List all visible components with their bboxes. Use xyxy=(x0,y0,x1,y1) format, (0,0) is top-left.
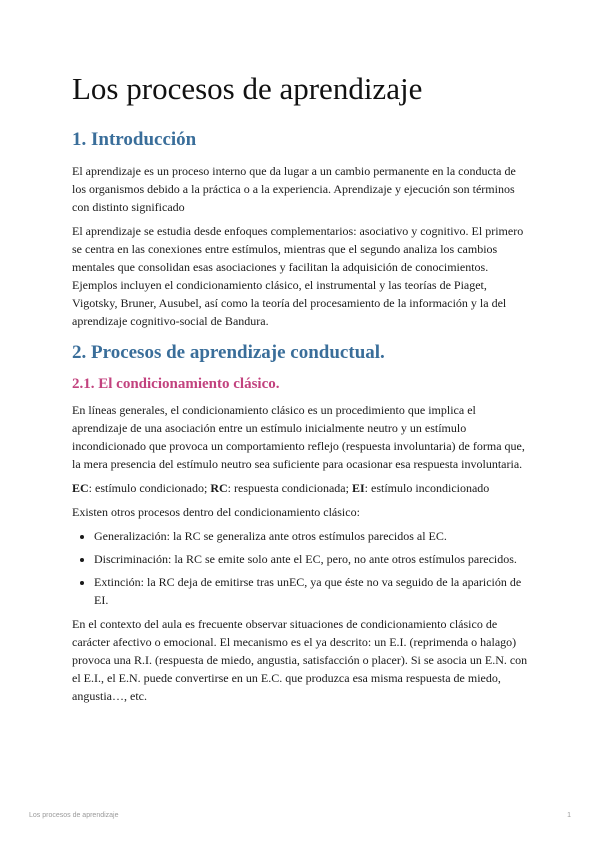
abbr-ec: EC xyxy=(72,480,89,495)
paragraph: En el contexto del aula es frecuente observar situaciones de condicionamiento clásico de carácter afectivo o emocional. El mecanismo es el ya descrito: un E.I. (reprimenda o halago) provoca una R.I. (respuesta de miedo, angustia, satisfacción o placer). Si se asocia un E.N. con el E.I., el E.N. puede convertirse en un E.C. que produzca esa misma respuesta de miedo, angustia…, etc. xyxy=(72,616,528,703)
list-item: • Discriminación: la RC se emite solo ante el EC, pero, no ante otros estímulos parecidos. xyxy=(94,550,528,568)
process-list xyxy=(72,527,528,609)
paragraph: El aprendizaje es un proceso interno que da lugar a un cambio permanente en la conducta de los organismos debido a la práctica o a la experiencia. Aprendizaje y ejecución son términos con distinto significado xyxy=(72,163,516,214)
paragraph: En líneas generales, el condicionamiento clásico es un procedimiento que implica el aprendizaje de una asociación entre un estímulo inicialmente neutro y un estímulo incondicionado que provoca un comportamiento reflejo (respuesta involuntaria) de forma que, la mera presencia del estímulo neutro sea suficiente para ocasionar esa respuesta involuntaria. xyxy=(72,402,525,471)
list-item: • Generalización: la RC se generaliza ante otros estímulos parecidos al EC. xyxy=(94,527,528,545)
footer-title: Los procesos de aprendizaje xyxy=(29,812,119,819)
page-number: 1 xyxy=(567,812,571,819)
list-item: • Extinción: la RC deja de emitirse tras unEC, ya que éste no va seguido de la aparición de EI. xyxy=(94,573,528,609)
page-footer xyxy=(0,812,600,824)
abbr-rc-def: : respuesta condicionada; xyxy=(227,480,352,495)
section-heading-introduccion: 1. Introducción xyxy=(72,129,197,151)
page-title: Los procesos de aprendizaje xyxy=(72,71,423,106)
abbr-ei-def: : estímulo incondicionado xyxy=(364,480,490,495)
document-page xyxy=(72,70,528,711)
abbr-ei: EI xyxy=(351,480,365,495)
abbr-rc: RC xyxy=(210,480,228,495)
subsection-heading-condicionamiento-clasico: 2.1. El condicionamiento clásico. xyxy=(72,375,280,392)
section-heading-procesos-conductual: 2. Procesos de aprendizaje conductual. xyxy=(72,341,385,363)
paragraph: Existen otros procesos dentro del condicionamiento clásico: xyxy=(72,504,360,519)
abbreviations-line xyxy=(72,479,528,497)
paragraph: El aprendizaje se estudia desde enfoques complementarios: asociativo y cognitivo. El primero se centra en las conexiones entre estímulos, mientras que el segundo analiza los cambios mentales que consolidan esas asociaciones y facilitan la adquisición de conocimientos. Ejemplos incluyen el condicionamiento clásico, el instrumental y las teorías de Piaget, Vigotsky, Bruner, Ausubel, así como la teoría del procesamiento de la información y la del aprendizaje cognitivo-social de Bandura. xyxy=(72,223,524,328)
abbr-ec-def: : estímulo condicionado; xyxy=(88,480,211,495)
